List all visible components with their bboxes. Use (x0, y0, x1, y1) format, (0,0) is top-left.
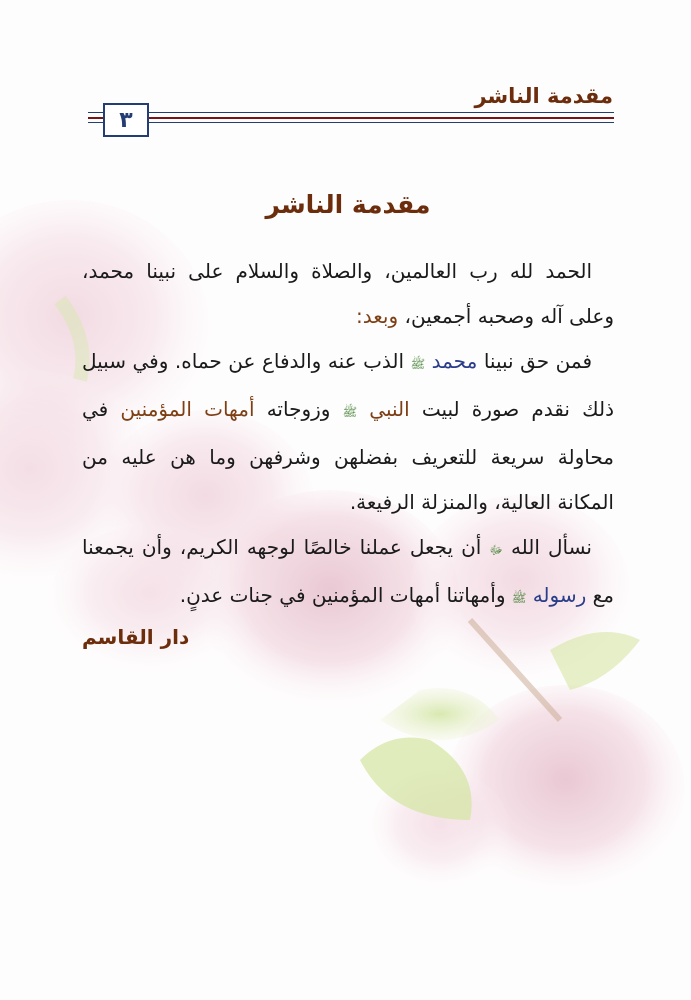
honorific-icon: ﷻ (489, 543, 503, 557)
text-span: وزوجاته (254, 397, 343, 421)
page-content (82, 190, 614, 649)
text-span-highlight: وبعد: (356, 304, 399, 328)
publisher-signature: دار القاسم (82, 625, 190, 649)
text-span: فمن حق نبينا (477, 349, 593, 373)
text-span: الحمد لله رب العالمين، والصلاة والسلام على نبينا محمد، وعلى آله وصحبه أجمعين، (82, 259, 614, 328)
section-title: مقدمة الناشر (265, 190, 431, 219)
running-title: مقدمة الناشر (474, 84, 613, 108)
header-rule (88, 117, 614, 119)
honorific-icon: ﷺ (342, 405, 358, 419)
text-span: أن يجعل عملنا خالصًا لوجهه الكريم، وأن يجمعنا مع (82, 535, 614, 607)
honorific-icon: ﷺ (511, 591, 527, 605)
header-rule (88, 112, 614, 113)
paragraph-prayer (82, 525, 614, 621)
text-span: نسأل الله (502, 535, 592, 559)
text-span-highlight: رسوله (532, 583, 587, 607)
text-span-highlight: النبي (369, 397, 410, 421)
page-number: ٣ (103, 103, 149, 137)
text-span: الذب عنه والدفاع عن حماه. وفي سبيل ذلك نقدم صورة لبيت (82, 349, 615, 421)
text-span-highlight: محمد (431, 349, 478, 373)
text-span-highlight: أمهات المؤمنين (120, 397, 255, 421)
paragraph-opening (82, 249, 614, 339)
paragraph-purpose (82, 339, 614, 525)
honorific-icon: ﷺ (410, 357, 426, 371)
text-span: وأمهاتنا أمهات المؤمنين في جنات عدنٍ. (179, 583, 512, 607)
text-span: في محاولة سريعة للتعريف بفضلهن وشرفهن وما هن عليه من المكانة العالية، والمنزلة الرفيعة. (82, 397, 614, 514)
header-rule (88, 122, 614, 123)
running-header (0, 0, 691, 140)
